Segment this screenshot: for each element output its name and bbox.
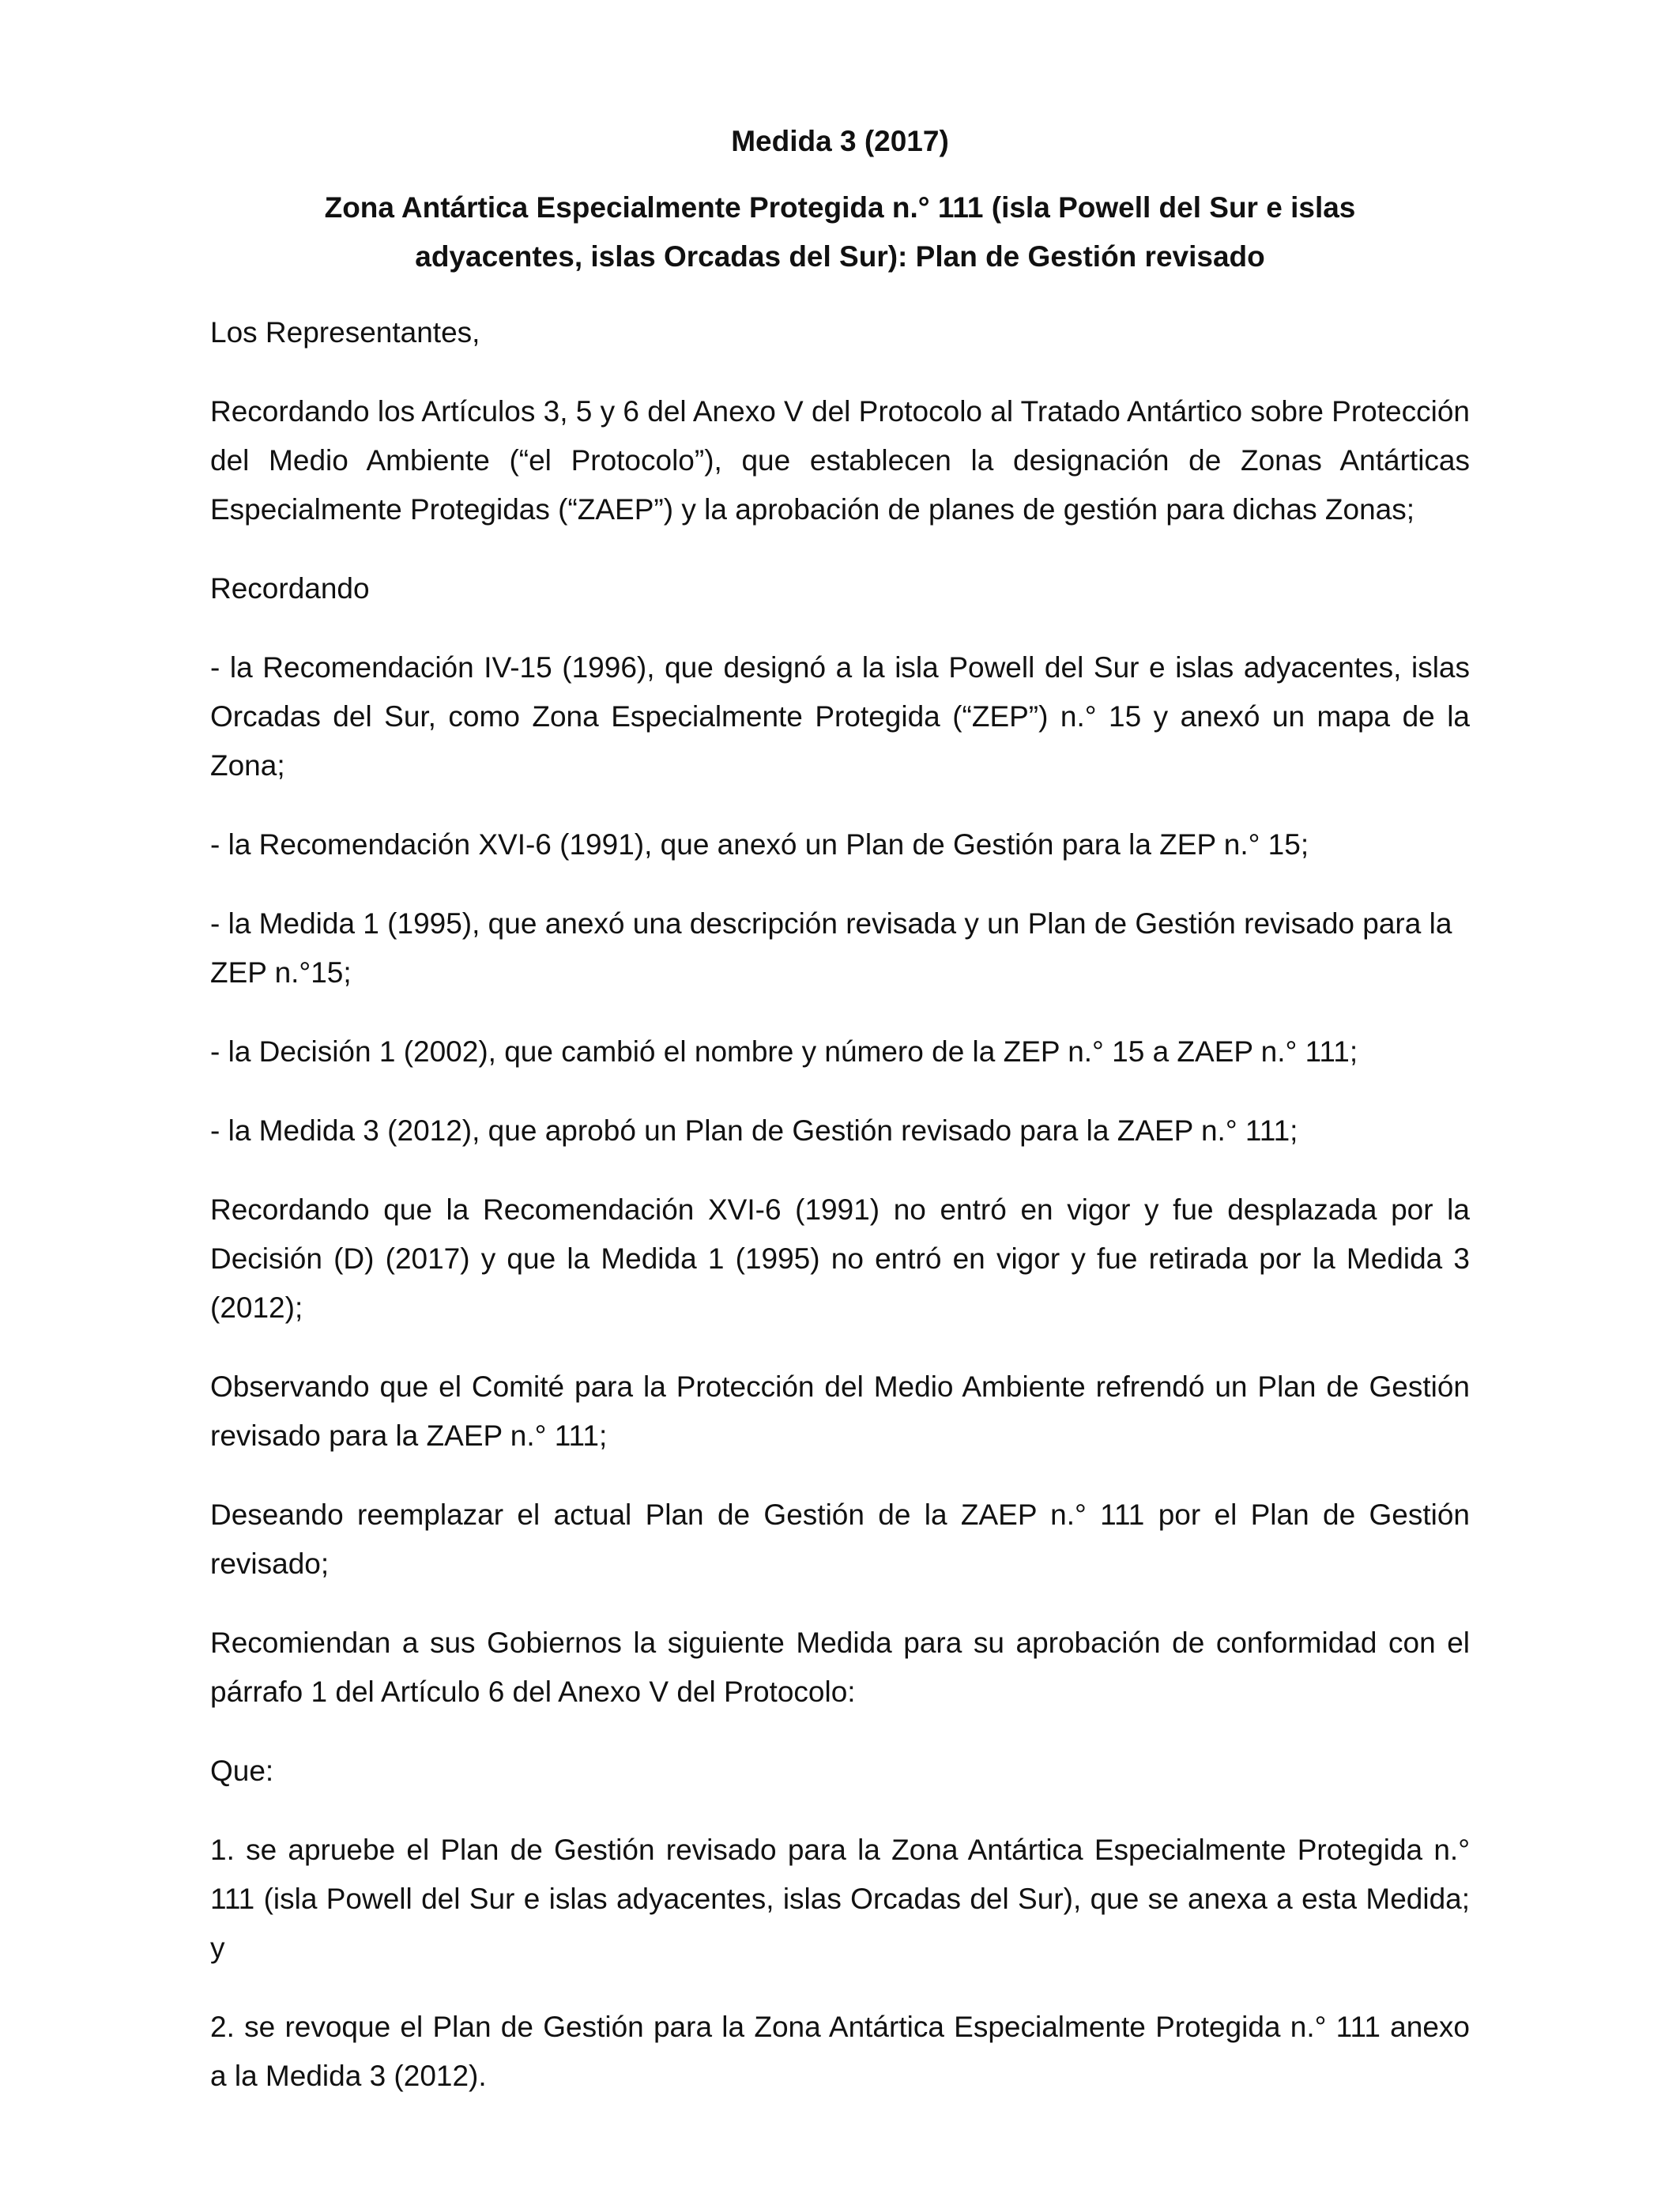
document-page — [210, 117, 1470, 2131]
list-item-medida-1-1995: - la Medida 1 (1995), que anexó una descripción revisada y un Plan de Gestión revisado para la ZEP n.°15; — [210, 907, 1452, 989]
list-item-recomendacion-xvi-6: - la Recomendación XVI-6 (1991), que anexó un Plan de Gestión para la ZEP n.° 15; — [210, 828, 1309, 861]
paragraph-recordando-vigor: Recordando que la Recomendación XVI-6 (1991) no entró en vigor y fue desplazada por la Decisión (D) (2017) y que la Medida 1 (1995) no entró en vigor y fue retirada por la Medida 3 (2012); — [210, 1193, 1470, 1324]
subtitle-line-2: adyacentes, islas Orcadas del Sur): Plan de Gestión revisado — [415, 240, 1265, 273]
document-subtitle — [210, 183, 1470, 281]
document-title: Medida 3 (2017) — [731, 125, 949, 157]
paragraph-recomiendan: Recomiendan a sus Gobiernos la siguiente Medida para su aprobación de conformidad con el párrafo 1 del Artículo 6 del Anexo V del Protocolo: — [210, 1627, 1470, 1708]
resolution-item-2: 2. se revoque el Plan de Gestión para la Zona Antártica Especialmente Protegida n.° 111 anexo a la Medida 3 (2012). — [210, 2011, 1470, 2092]
paragraph-representantes: Los Representantes, — [210, 316, 480, 349]
paragraph-observando: Observando que el Comité para la Protección del Medio Ambiente refrendó un Plan de Gestión revisado para la ZAEP n.° 111; — [210, 1370, 1470, 1452]
list-item-medida-3-2012: - la Medida 3 (2012), que aprobó un Plan de Gestión revisado para la ZAEP n.° 111; — [210, 1114, 1298, 1147]
paragraph-deseando: Deseando reemplazar el actual Plan de Gestión de la ZAEP n.° 111 por el Plan de Gestión revisado; — [210, 1498, 1470, 1580]
list-item-recomendacion-iv-15: - la Recomendación IV-15 (1996), que designó a la isla Powell del Sur e islas adyacentes, islas Orcadas del Sur, como Zona Especialmente Protegida (“ZEP”) n.° 15 y anexó un mapa de la Zona; — [210, 651, 1470, 782]
list-item-decision-1-2002: - la Decisión 1 (2002), que cambió el nombre y número de la ZEP n.° 15 a ZAEP n.° 111; — [210, 1035, 1358, 1068]
resolution-item-1: 1. se apruebe el Plan de Gestión revisado para la Zona Antártica Especialmente Protegida n.° 111 (isla Powell del Sur e islas adyacentes, islas Orcadas del Sur), que se anexa a esta Medida; y — [210, 1834, 1470, 1964]
subtitle-line-1: Zona Antártica Especialmente Protegida n.° 111 (isla Powell del Sur e islas — [324, 191, 1356, 224]
paragraph-recordando-articulos: Recordando los Artículos 3, 5 y 6 del Anexo V del Protocolo al Tratado Antártico sobre Protección del Medio Ambiente (“el Protocolo”), que establecen la designación de Zonas Antárticas Especialmente Protegidas (“ZAEP”) y la aprobación de planes de gestión para dichas Zonas; — [210, 395, 1470, 526]
paragraph-recordando: Recordando — [210, 572, 370, 605]
paragraph-que: Que: — [210, 1755, 274, 1787]
